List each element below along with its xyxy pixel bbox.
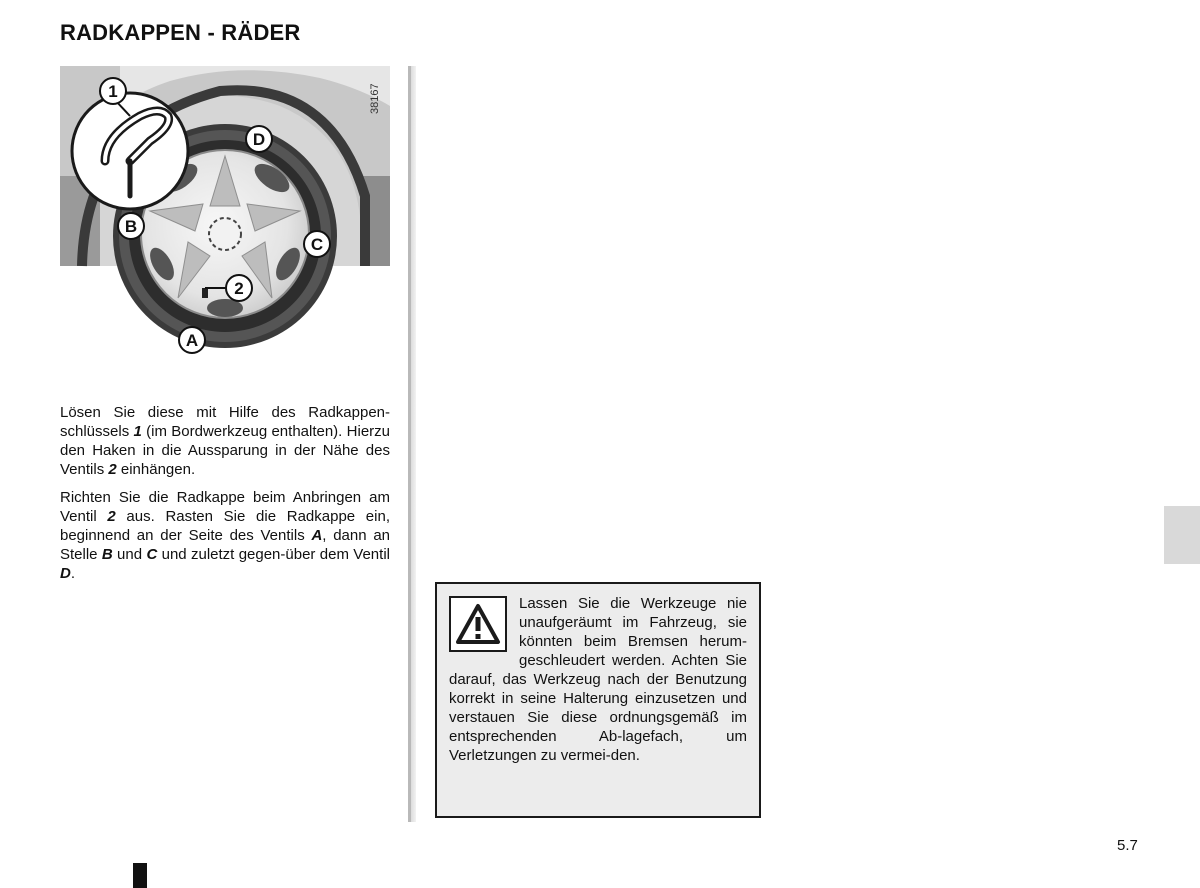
hubcap-illustration — [60, 66, 390, 366]
callout-2 — [226, 275, 252, 301]
callout-b — [118, 213, 144, 239]
figure-code — [364, 70, 384, 116]
callout-1 — [100, 78, 126, 104]
page-number: 5.7 — [1117, 837, 1138, 854]
chapter-tab — [1164, 506, 1200, 564]
svg-text:C: C — [310, 235, 324, 254]
page-title: RADKAPPEN - RÄDER — [60, 20, 301, 45]
svg-text:2: 2 — [234, 279, 244, 298]
callout-a — [179, 327, 205, 353]
warning-triangle-icon — [449, 596, 507, 652]
svg-text:38167: 38167 — [369, 83, 381, 114]
callout-c — [304, 231, 330, 257]
svg-text:D: D — [252, 130, 266, 149]
instruction-paragraph-remove: Lösen Sie diese mit Hilfe des Radkappen-schlüssels 1 (im Bordwerkzeug enthalten). Hierzu den Haken in die Aussparung in der Nähe des Ventils 2 einhängen. — [60, 404, 390, 478]
print-mark — [133, 863, 147, 888]
instruction-paragraph-fit: Richten Sie die Radkappe beim Anbringen am Ventil 2 aus. Rasten Sie die Radkappe ein, beginnend an der Seite des Ventils A, dann an Stelle B und C und zuletzt gegen-über dem Ventil D. — [60, 489, 390, 582]
warning-text: Lassen Sie die Werkzeuge nie unaufgeräumt im Fahrzeug, sie könnten beim Bremsen herum-geschleudert werden. Achten Sie darauf, das Werkzeug nach der Benutzung korrekt in seine Halterung einzusetzen und verstauen Sie diese ordnungsgemäß im entsprechenden Ab-lagefach, um Verletzungen zu vermei-den. — [449, 595, 747, 764]
callout-d — [246, 126, 272, 152]
svg-text:B: B — [124, 217, 138, 236]
column-divider — [408, 66, 416, 822]
svg-text:A: A — [185, 331, 199, 350]
hubcap-key-inset — [72, 93, 188, 209]
svg-text:1: 1 — [108, 82, 118, 101]
warning-box — [435, 582, 761, 818]
